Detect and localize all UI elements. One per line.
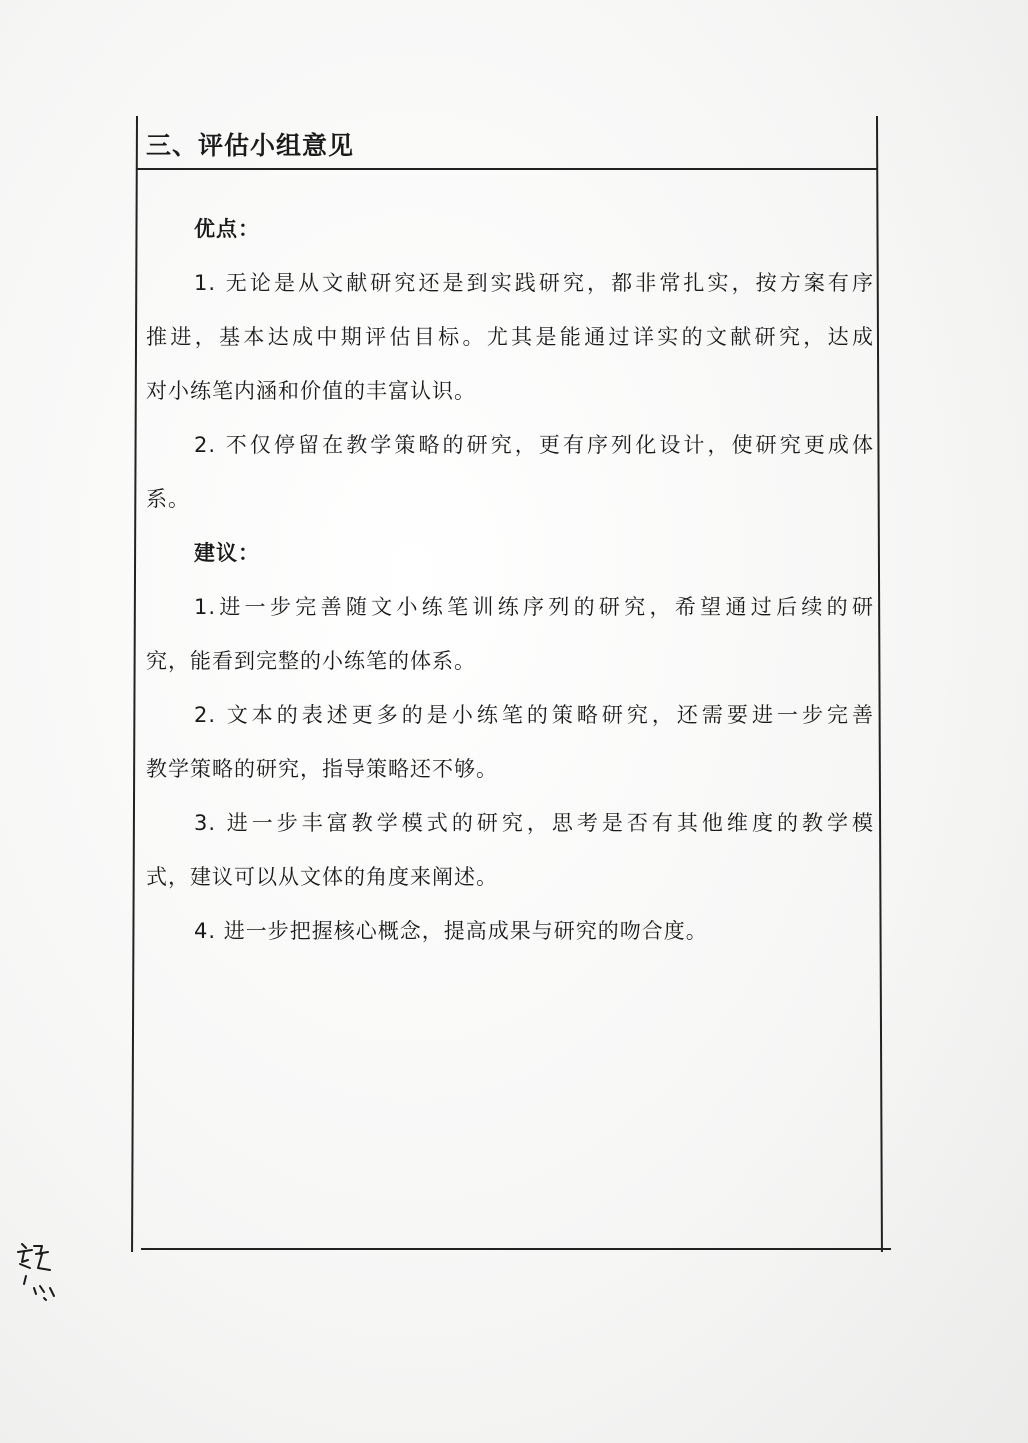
advantages-heading: 优点： bbox=[194, 217, 260, 241]
suggestion-2-line-2: 教学策略的研究，指导策略还不够。 bbox=[146, 757, 498, 781]
suggestion-3-line-2: 式，建议可以从文体的角度来阐述。 bbox=[146, 865, 498, 889]
suggestion-1-line-1: 1.进一步完善随文小练笔训练序列的研究，希望通过后续的研 bbox=[194, 595, 874, 619]
advantage-1-line-1: 1. 无论是从文献研究还是到实践研究，都非常扎实，按方案有序 bbox=[194, 271, 874, 295]
advantage-2-line-2: 系。 bbox=[146, 487, 190, 511]
signature-graphic bbox=[14, 1238, 64, 1308]
suggestion-2-line-1: 2. 文本的表述更多的是小练笔的策略研究，还需要进一步完善 bbox=[194, 703, 874, 727]
advantage-1-line-2: 推进，基本达成中期评估目标。尤其是能通过详实的文献研究，达成 bbox=[146, 325, 874, 349]
suggestion-4-line-1: 4. 进一步把握核心概念，提高成果与研究的吻合度。 bbox=[194, 919, 708, 943]
form-border-right bbox=[876, 116, 883, 1252]
advantage-1-line-3: 对小练笔内涵和价值的丰富认识。 bbox=[146, 379, 476, 403]
form-header-divider bbox=[136, 168, 877, 170]
opinion-content bbox=[146, 202, 874, 958]
advantage-2-line-1: 2. 不仅停留在教学策略的研究，更有序列化设计，使研究更成体 bbox=[194, 433, 874, 457]
section-title: 三、评估小组意见 bbox=[146, 131, 355, 160]
form-border-bottom bbox=[141, 1248, 891, 1250]
handwritten-signature bbox=[14, 1238, 64, 1308]
suggestion-1-line-2: 究，能看到完整的小练笔的体系。 bbox=[146, 649, 476, 673]
suggestions-heading: 建议： bbox=[194, 541, 260, 565]
suggestion-3-line-1: 3. 进一步丰富教学模式的研究，思考是否有其他维度的教学模 bbox=[194, 811, 874, 835]
